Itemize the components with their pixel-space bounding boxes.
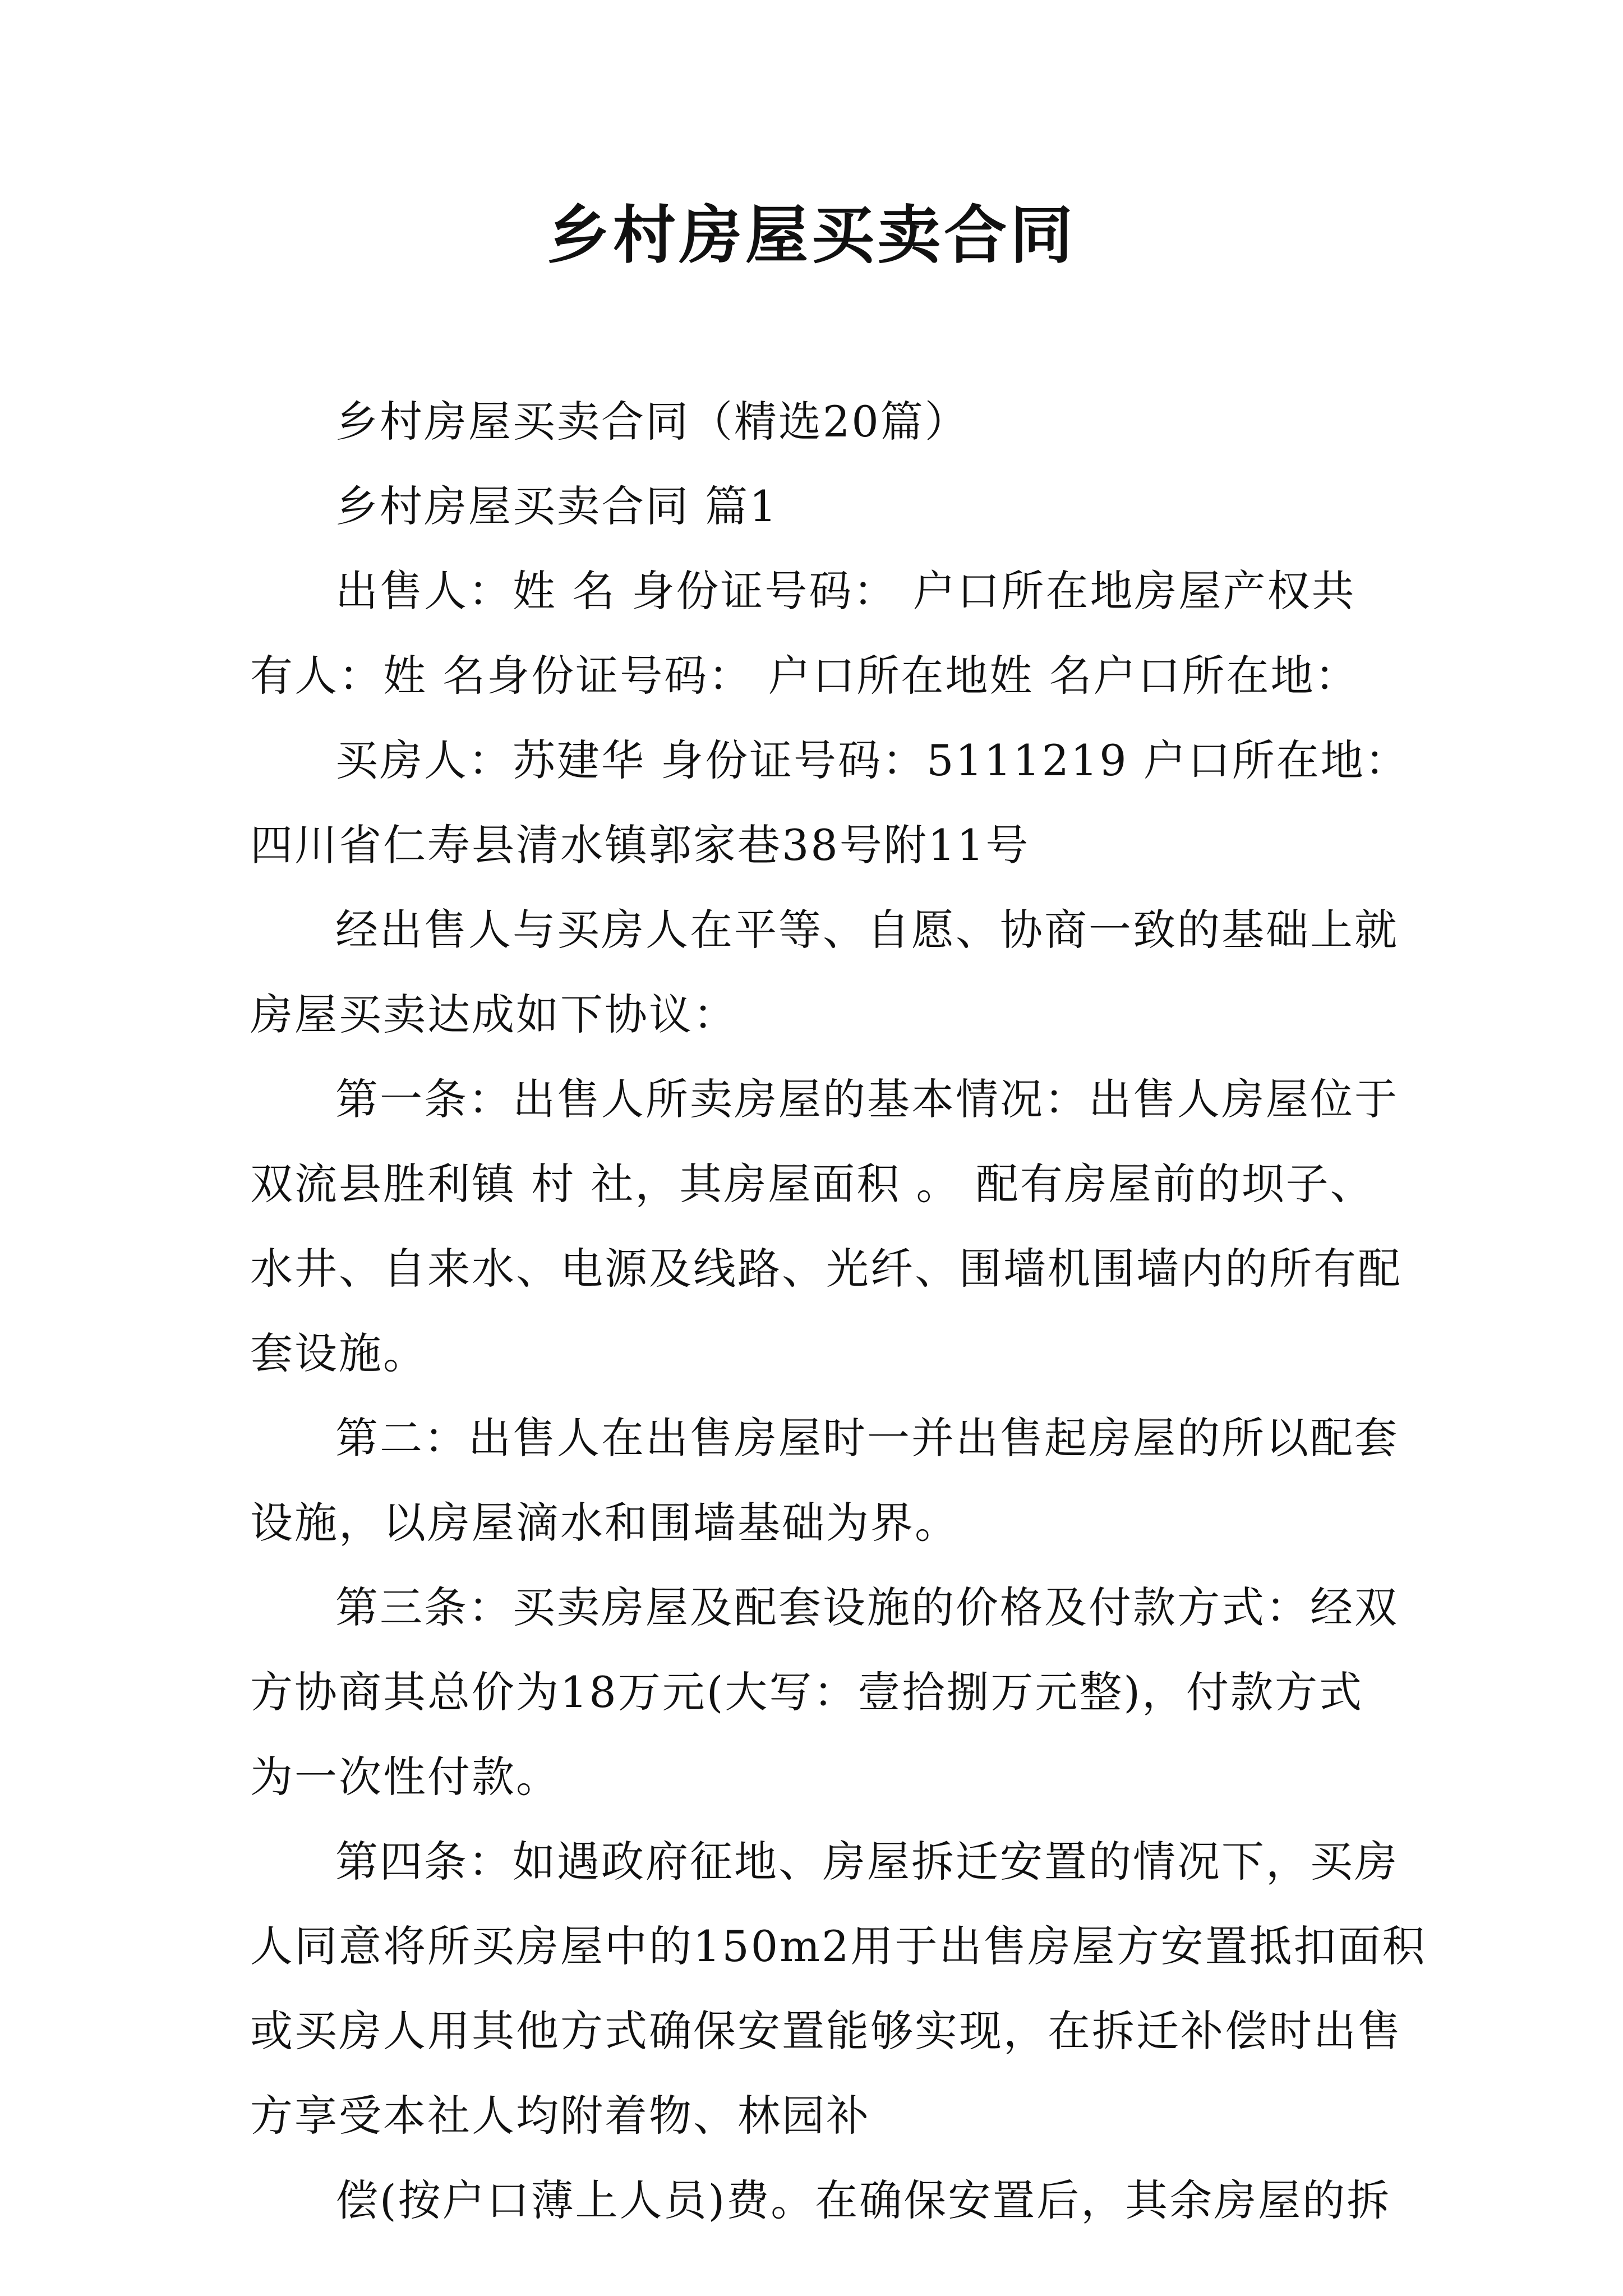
paragraph-article-2 <box>250 1396 1399 1565</box>
paragraph-line: 房屋买卖达成如下协议： <box>250 990 737 1039</box>
paragraph-line: 套设施。 <box>250 1328 427 1378</box>
paragraph-line: 双流县胜利镇 村 社，其房屋面积 。 配有房屋前的坝子、 <box>250 1159 1375 1209</box>
document-body <box>250 379 1427 2243</box>
paragraph-heading-collection <box>250 379 1375 464</box>
paragraph-line: 或买房人用其他方式确保安置能够实现，在拆迁补偿时出售 <box>250 2006 1402 2056</box>
paragraph-article-4 <box>250 1819 1427 2158</box>
paragraph-buyer <box>250 718 1409 887</box>
paragraph-line: 方享受本社人均附着物、林园补 <box>250 2091 870 2141</box>
paragraph-line: 第一条：出售人所卖房屋的基本情况：出售人房屋位于 <box>335 1074 1399 1124</box>
paragraph-line: 乡村房屋买卖合同 篇1 <box>335 481 778 531</box>
paragraph-line: 出售人：姓 名 身份证号码： 户口所在地房屋产权共 <box>335 566 1356 616</box>
paragraph-compensation <box>250 2158 1391 2243</box>
paragraph-heading-part1 <box>250 464 1375 549</box>
paragraph-line: 水井、自来水、电源及线路、光纤、围墙机围墙内的所有配 <box>250 1244 1402 1294</box>
paragraph-line: 偿(按户口薄上人员)费。在确保安置后，其余房屋的拆 <box>335 2175 1391 2225</box>
paragraph-line: 人同意将所买房屋中的150m2用于出售房屋方安置抵扣面积 <box>250 1921 1427 1971</box>
paragraph-line: 四川省仁寿县清水镇郭家巷38号附11号 <box>250 820 1030 870</box>
paragraph-article-1 <box>250 1057 1402 1396</box>
paragraph-line: 第四条：如遇政府征地、房屋拆迁安置的情况下，买房 <box>335 1837 1399 1887</box>
document-title: 乡村房屋买卖合同 <box>547 199 1076 272</box>
paragraph-line: 设施，以房屋滴水和围墙基础为界。 <box>250 1498 959 1548</box>
paragraph-seller <box>250 549 1375 718</box>
paragraph-line: 买房人：苏建华 身份证号码：5111219 户口所在地： <box>335 735 1409 785</box>
paragraph-line: 乡村房屋买卖合同（精选20篇） <box>335 397 969 447</box>
paragraph-line: 经出售人与买房人在平等、自愿、协商一致的基础上就 <box>335 905 1399 955</box>
paragraph-article-3 <box>250 1565 1399 1819</box>
paragraph-line: 有人：姓 名身份证号码： 户口所在地姓 名户口所在地： <box>250 651 1359 701</box>
paragraph-agreement <box>250 887 1399 1057</box>
paragraph-line: 第二：出售人在出售房屋时一并出售起房屋的所以配套 <box>335 1413 1399 1463</box>
paragraph-line: 方协商其总价为18万元(大写：壹拾捌万元整)，付款方式 <box>250 1667 1364 1717</box>
paragraph-line: 第三条：买卖房屋及配套设施的价格及付款方式：经双 <box>335 1582 1399 1632</box>
paragraph-line: 为一次性付款。 <box>250 1752 560 1802</box>
